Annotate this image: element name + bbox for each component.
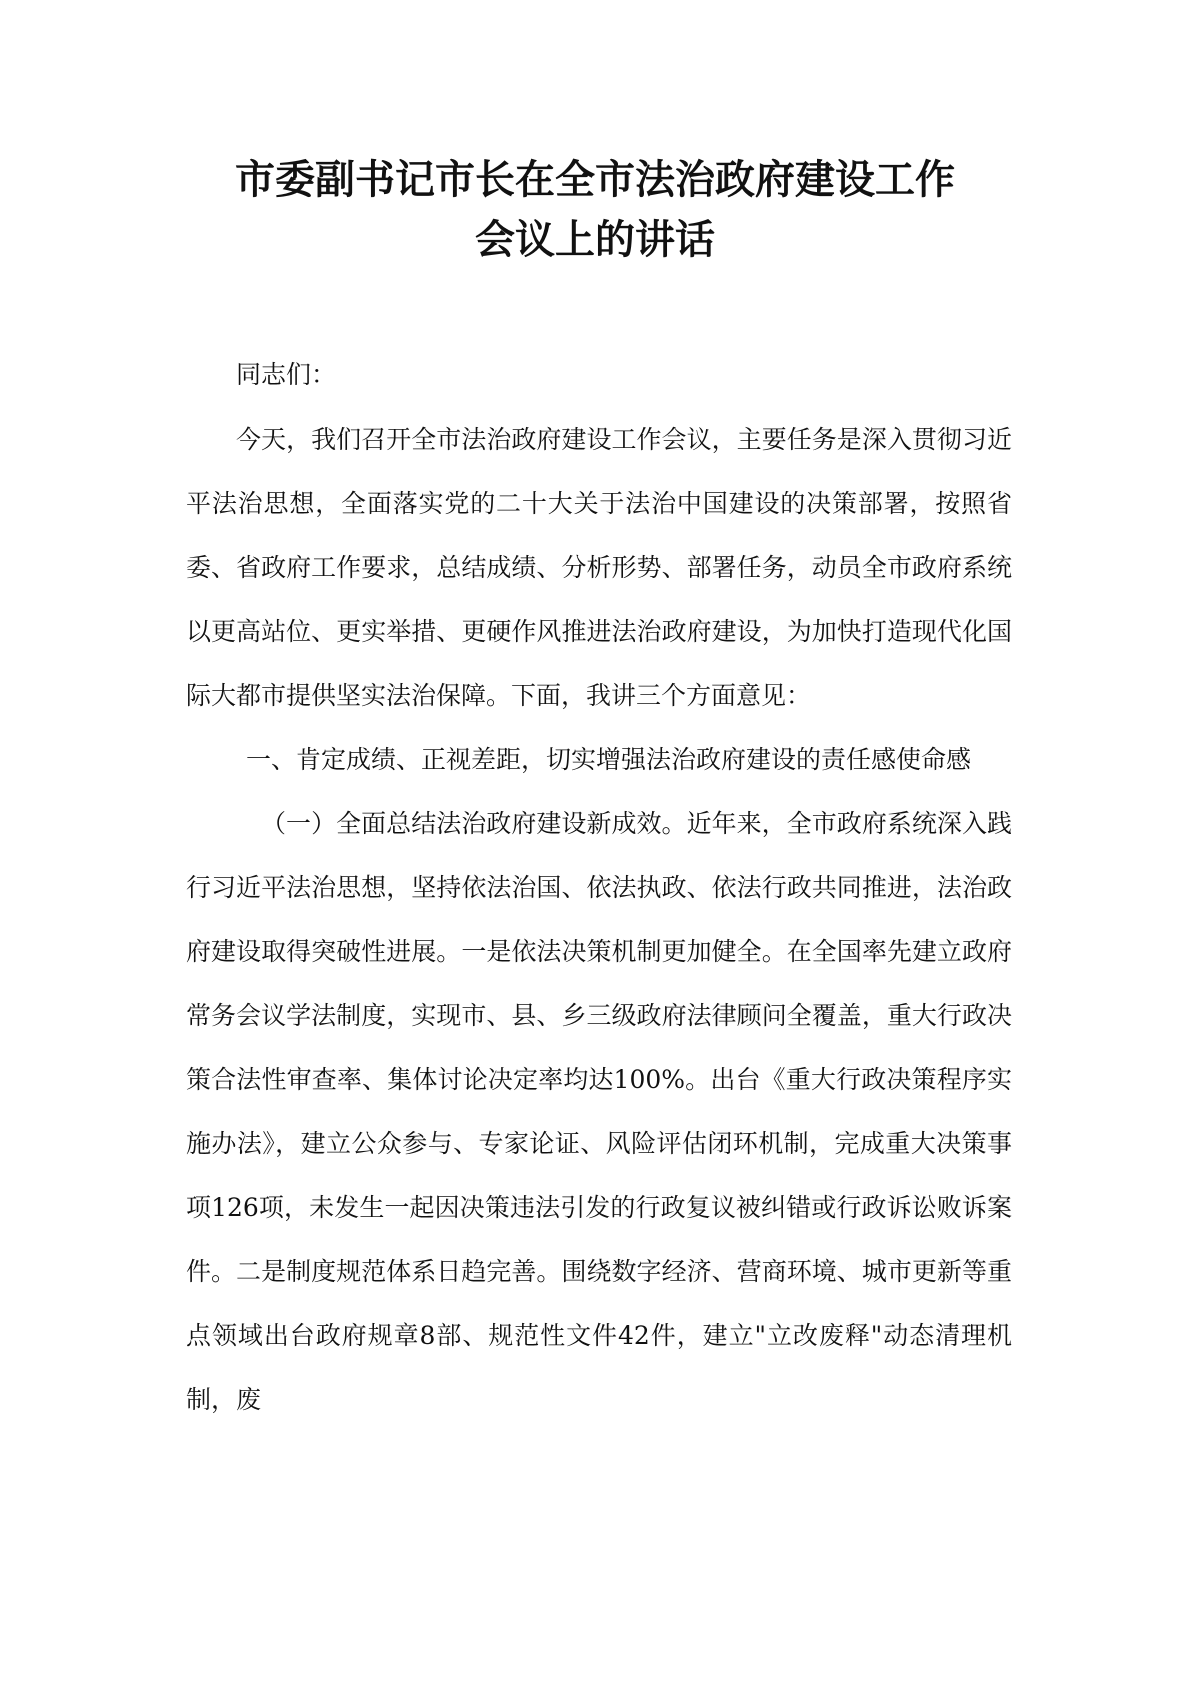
intro-paragraph: 今天，我们召开全市法治政府建设工作会议，主要任务是深入贯彻习近平法治思想，全面落实党的二十大关于法治中国建设的决策部署，按照省委、省政府工作要求，总结成绩、分析形势、部署任务，动员全市政府系统以更高站位、更实举措、更硬作风推进法治政府建设，为加快打造现代化国际大都市提供坚实法治保障。下面，我讲三个方面意见： xyxy=(186,425,1012,710)
section-1-sub-1-paragraph: （一）全面总结法治政府建设新成效。近年来，全市政府系统深入践行习近平法治思想，坚持依法治国、依法执政、依法行政共同推进，法治政府建设取得突破性进展。一是依法决策机制更加健全。在全国率先建立政府常务会议学法制度，实现市、县、乡三级政府法律顾问全覆盖，重大行政决策合法性审查率、集体讨论决定率均达100%。出台《重大行政决策程序实施办法》，建立公众参与、专家论证、风险评估闭环机制，完成重大决策事项126项，未发生一起因决策违法引发的行政复议被纠错或行政诉讼败诉案件。二是制度规范体系日趋完善。围绕数字经济、营商环境、城市更新等重点领域出台政府规章8部、规范性文件42件，建立"立改废释"动态清理机制，废 xyxy=(186,809,1012,1414)
document-body xyxy=(186,343,1012,1432)
document-title xyxy=(150,150,1040,270)
salutation: 同志们： xyxy=(236,360,337,389)
title-line-1: 市委副书记市长在全市法治政府建设工作 xyxy=(235,157,955,203)
title-line-2: 会议上的讲话 xyxy=(475,217,715,263)
section-1-heading: 一、肯定成绩、正视差距，切实增强法治政府建设的责任感使命感 xyxy=(246,745,972,774)
